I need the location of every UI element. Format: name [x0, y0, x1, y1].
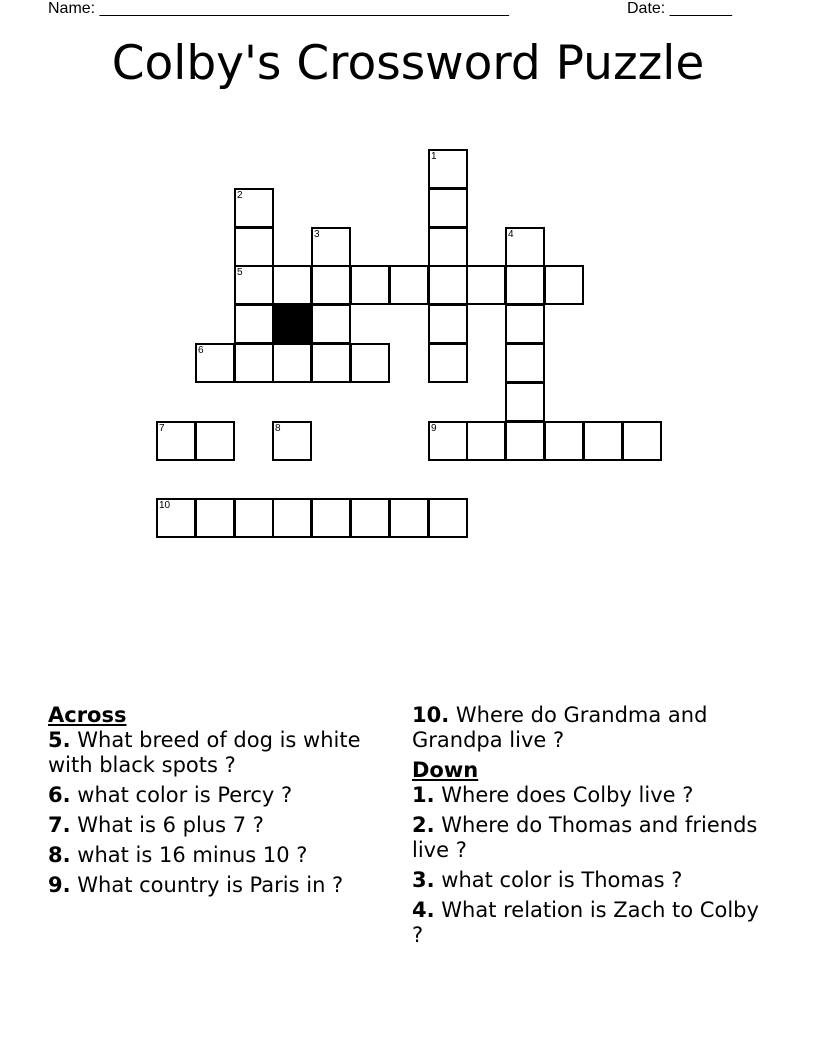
clue-number: 8 [275, 423, 281, 434]
clue-number: 7 [159, 423, 165, 434]
grid-cell[interactable] [466, 421, 506, 461]
across-heading: Across [48, 703, 127, 727]
across-clue-8: 8. what is 16 minus 10 ? [48, 843, 308, 867]
grid-cell[interactable] [272, 265, 312, 305]
grid-cell[interactable] [428, 343, 468, 383]
grid-cell[interactable] [428, 188, 468, 228]
grid-cell[interactable] [272, 421, 312, 461]
grid-cell[interactable] [622, 421, 662, 461]
down-clue-4: 4. What relation is Zach to Colby ? [412, 898, 759, 947]
down-clue-3: 3. what color is Thomas ? [412, 868, 683, 892]
grid-cell[interactable] [466, 265, 506, 305]
grid-cell[interactable] [234, 265, 274, 305]
grid-cell[interactable] [234, 304, 274, 344]
grid-cell[interactable] [505, 304, 545, 344]
clue-number: 1 [431, 151, 437, 162]
name-field: Name: ______________________________________________ [48, 0, 509, 17]
date-field: Date: _______ [627, 0, 732, 17]
across-clue-5: 5. What breed of dog is white with black spots ? [48, 728, 361, 777]
grid-cell[interactable] [311, 265, 351, 305]
grid-cell[interactable] [428, 265, 468, 305]
across-clue-9: 9. What country is Paris in ? [48, 873, 344, 897]
grid-cell[interactable] [234, 188, 274, 228]
down-clue-1: 1. Where does Colby live ? [412, 783, 694, 807]
grid-cell[interactable] [311, 227, 351, 267]
grid-cell[interactable] [195, 498, 235, 538]
grid-cell[interactable] [234, 343, 274, 383]
clue-number: 4 [508, 229, 514, 240]
grid-cell[interactable] [428, 149, 468, 189]
grid-cell[interactable] [350, 265, 390, 305]
grid-cell[interactable] [234, 498, 274, 538]
across-clue-10: 10. Where do Grandma and Grandpa live ? [412, 703, 708, 752]
clue-number: 10 [159, 500, 171, 511]
clue-number: 2 [237, 190, 243, 201]
grid-cell[interactable] [350, 343, 390, 383]
clue-number: 3 [314, 229, 320, 240]
grid-cell[interactable] [156, 421, 196, 461]
grid-cell[interactable] [505, 343, 545, 383]
grid-cell[interactable] [311, 498, 351, 538]
across-clue-7: 7. What is 6 plus 7 ? [48, 813, 264, 837]
down-heading: Down [412, 758, 479, 782]
down-clue-2: 2. Where do Thomas and friends live ? [412, 813, 758, 862]
grid-cell[interactable] [311, 343, 351, 383]
clue-number: 6 [198, 345, 204, 356]
grid-cell[interactable] [389, 498, 429, 538]
grid-cell[interactable] [428, 304, 468, 344]
grid-cell[interactable] [234, 227, 274, 267]
grid-cell[interactable] [389, 265, 429, 305]
grid-cell[interactable] [505, 227, 545, 267]
grid-cell[interactable] [156, 498, 196, 538]
grid-cell[interactable] [544, 421, 584, 461]
grid-cell[interactable] [505, 382, 545, 422]
grid-cell[interactable] [428, 227, 468, 267]
black-cell [272, 304, 312, 344]
grid-cell[interactable] [195, 343, 235, 383]
clues-right-column [412, 703, 772, 953]
grid-cell[interactable] [428, 421, 468, 461]
grid-cell[interactable] [195, 421, 235, 461]
grid-cell[interactable] [428, 498, 468, 538]
grid-cell[interactable] [350, 498, 390, 538]
grid-cell[interactable] [583, 421, 623, 461]
grid-cell[interactable] [544, 265, 584, 305]
grid-cell[interactable] [505, 421, 545, 461]
grid-cell[interactable] [272, 498, 312, 538]
clue-number: 5 [237, 267, 243, 278]
clues-left-column [48, 703, 388, 903]
grid-cell[interactable] [272, 343, 312, 383]
clue-number: 9 [431, 423, 437, 434]
grid-cell[interactable] [311, 304, 351, 344]
page-title: Colby's Crossword Puzzle [111, 36, 705, 91]
across-clue-6: 6. what color is Percy ? [48, 783, 293, 807]
grid-cell[interactable] [505, 265, 545, 305]
